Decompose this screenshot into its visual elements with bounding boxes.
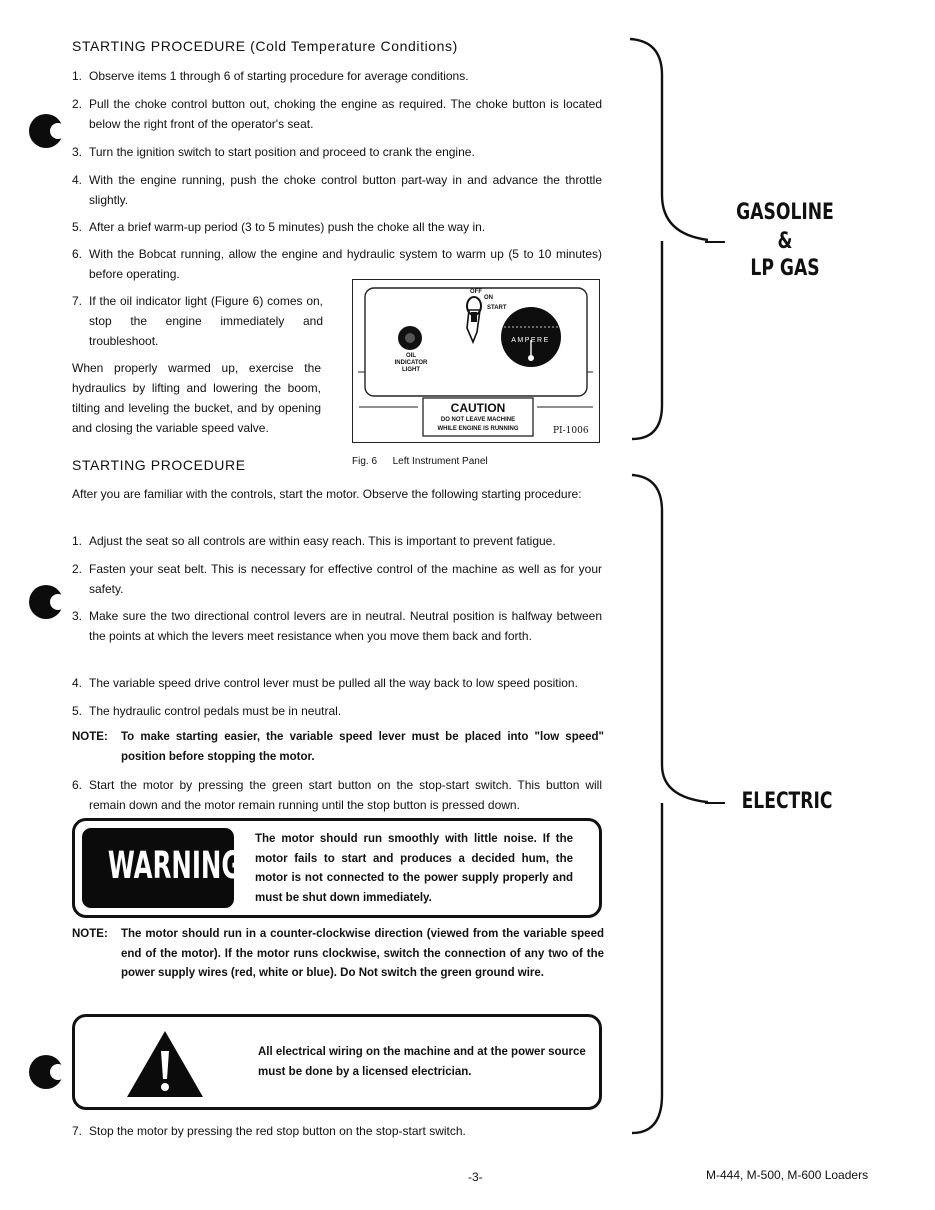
electric-label: ELECTRIC xyxy=(741,789,833,814)
electric-procedure-heading: STARTING PROCEDURE xyxy=(72,457,246,473)
electric-item-6: 6. Start the motor by pressing the green start button on the stop-start switch. This button will remain down and the motor remain running until the stop button is pressed down. xyxy=(72,778,602,812)
switch-start-label: START xyxy=(487,305,507,311)
cold-item-1: 1. Observe items 1 through 6 of starting procedure for average conditions. xyxy=(72,69,469,83)
cold-item-5: 5. After a brief warm-up period (3 to 5 minutes) push the choke all the way in. xyxy=(72,220,486,234)
caution-plate-title: CAUTION xyxy=(450,401,506,415)
note-rotation-label: NOTE: xyxy=(72,928,108,940)
caution-plate-line1: DO NOT LEAVE MACHINE xyxy=(440,417,516,423)
warm-up-paragraph: When properly warmed up, exercise the hydraulics by lifting and lowering the boom, tilting and leveling the bucket, and by opening and closing the variable speed valve. xyxy=(72,361,321,435)
electric-item-4: 4. The variable speed drive control lever must be pulled all the way back to low speed position. xyxy=(72,676,578,690)
punch-hole-middle xyxy=(29,585,63,619)
lp-gas-label: LP GAS xyxy=(750,256,820,281)
note-rotation xyxy=(72,925,604,984)
cold-item-2: 2. Pull the choke control button out, choking the engine as required. The choke button is located below the right front of the operator's seat. xyxy=(72,97,602,131)
oil-indicator-label: OIL INDICATOR LIGHT xyxy=(394,353,428,373)
electric-intro: After you are familiar with the controls, start the motor. Observe the following starting procedure: xyxy=(72,487,582,501)
note-rotation-text: The motor should run in a counter-clockwise direction (viewed from the variable speed end of the motor). If the motor runs clockwise, switch the connection of any two of the power supply wires (red, white or blue). Do Not switch the green ground wire. xyxy=(121,928,604,979)
electric-item-2: 2. Fasten your seat belt. This is necessary for effective control of the machine as well as for your safety. xyxy=(72,562,602,596)
warning-badge xyxy=(82,828,242,908)
cold-procedure-heading: STARTING PROCEDURE (Cold Temperature Conditions) xyxy=(72,38,458,54)
electric-item-1: 1. Adjust the seat so all controls are within easy reach. This is important to prevent fatigue. xyxy=(72,534,556,548)
warning-triangle-icon xyxy=(125,1029,205,1099)
note-low-speed-text: To make starting easier, the variable speed lever must be placed into "low speed" position before stopping the motor. xyxy=(121,731,604,763)
gasoline-label: GASOLINE xyxy=(736,200,834,225)
instrument-panel-figure xyxy=(352,279,600,443)
caution-box xyxy=(72,1014,602,1110)
warning-label: WARNING xyxy=(107,844,242,887)
electric-item-5: 5. The hydraulic control pedals must be in neutral. xyxy=(72,704,342,718)
punch-hole-top xyxy=(29,114,63,148)
cold-item-7: 7. If the oil indicator light (Figure 6) comes on, stop the engine immediately and troubleshoot. xyxy=(72,294,323,348)
cold-item-6: 6. With the Bobcat running, allow the engine and hydraulic system to warm up (5 to 10 minutes) before operating. xyxy=(72,247,602,281)
switch-off-label: OFF xyxy=(470,289,482,295)
punch-hole-bottom xyxy=(29,1055,63,1089)
model-reference: M-444, M-500, M-600 Loaders xyxy=(706,1168,869,1182)
caution-plate-line2: WHILE ENGINE IS RUNNING xyxy=(437,426,519,432)
note-low-speed xyxy=(72,728,604,767)
figure-caption-number: Fig. 6 xyxy=(352,456,378,467)
cold-item-4: 4. With the engine running, push the choke control button part-way in and advance the throttle slightly. xyxy=(72,173,602,207)
figure-caption-text: Left Instrument Panel xyxy=(392,456,488,467)
electric-item-7: 7. Stop the motor by pressing the red stop button on the stop-start switch. xyxy=(72,1124,466,1138)
figure-caption xyxy=(352,456,488,467)
electric-item-3: 3. Make sure the two directional control levers are in neutral. Neutral position is halfway between the points at which the levers meet resistance when you move them back and forth. xyxy=(72,609,602,643)
warning-box xyxy=(72,818,602,918)
warning-text: The motor should run smoothly with little noise. If the motor fails to start and produces a decided hum, the motor is not connected to the power supply properly and must be shut down immediately. xyxy=(255,833,573,904)
electric-pointer-line xyxy=(705,802,725,804)
page-number: -3- xyxy=(468,1170,483,1184)
switch-on-label: ON xyxy=(484,295,493,301)
figure-code: PI-1006 xyxy=(553,426,589,436)
section-brackets xyxy=(628,35,708,1145)
ampersand-label: & xyxy=(777,229,793,254)
cold-item-3: 3. Turn the ignition switch to start position and proceed to crank the engine. xyxy=(72,145,475,159)
caution-text: All electrical wiring on the machine and at the power source must be done by a licensed electrician. xyxy=(258,1046,586,1078)
ammeter-label: AMPERE xyxy=(511,337,550,344)
note-label: NOTE: xyxy=(72,731,108,743)
